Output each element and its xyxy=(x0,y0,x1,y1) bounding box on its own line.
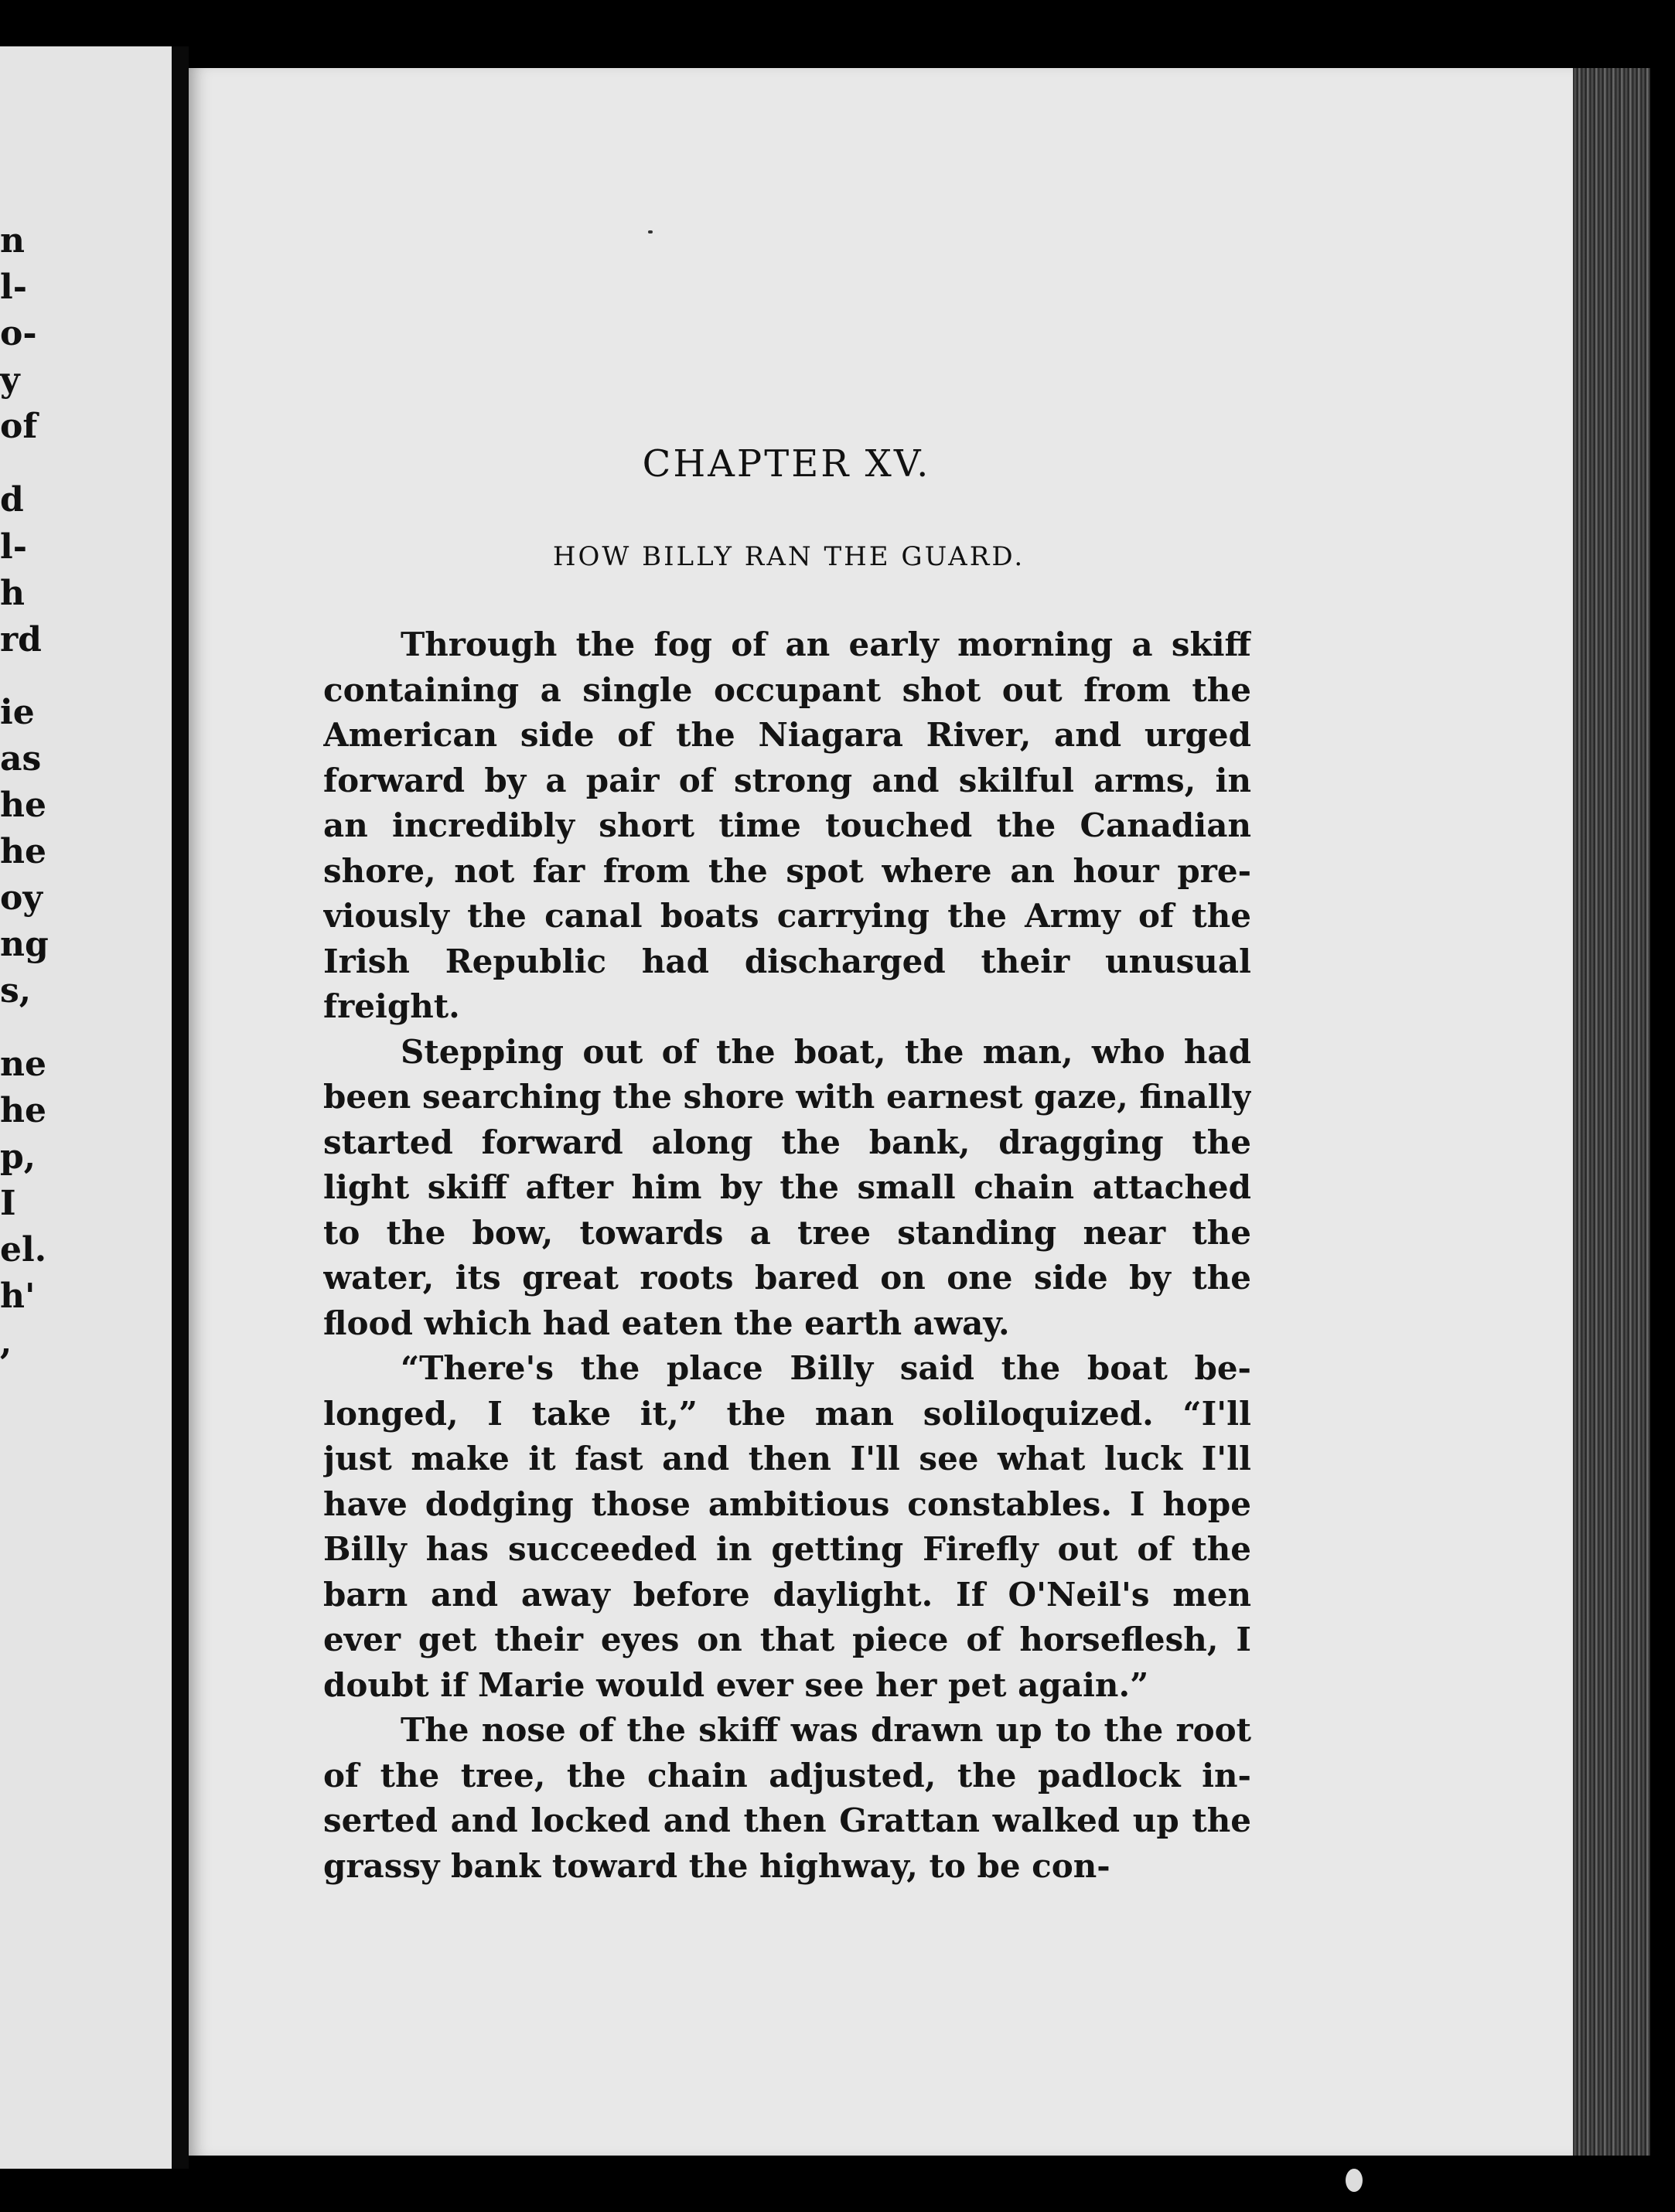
text-line: Billy has succeeded in getting Firefly out of the xyxy=(323,1530,1251,1568)
text-line: ever get their eyes on that piece of horseflesh, I xyxy=(323,1621,1251,1658)
left-page-fragment: I xyxy=(0,1184,16,1223)
text-line: longed, I take it,” the man soliloquized. “I'll xyxy=(323,1394,1251,1433)
chapter-title: CHAPTER XV. xyxy=(642,442,931,486)
text-line: flood which had eaten the earth away. xyxy=(323,1304,1010,1342)
text-line: doubt if Marie would ever see her pet again.” xyxy=(323,1665,1149,1704)
text-line: Stepping out of the boat, the man, who had xyxy=(401,1032,1251,1071)
text-line: serted and locked and then Grattan walked up the xyxy=(323,1801,1251,1839)
text-line: shore, not far from the spot where an hour pre- xyxy=(323,851,1251,890)
text-line: forward by a pair of strong and skilful arms, in xyxy=(323,761,1251,799)
text-line: of the tree, the chain adjusted, the padlock in- xyxy=(323,1756,1251,1794)
paragraph xyxy=(323,1346,1251,1708)
text-line: freight. xyxy=(323,987,460,1025)
text-line: started forward along the bank, dragging the xyxy=(323,1123,1251,1161)
left-page-fragment: y xyxy=(0,360,20,400)
left-page-fragment: of xyxy=(0,407,38,446)
text-line: barn and away before daylight. If O'Neil's men xyxy=(323,1575,1251,1614)
left-page-fragment: rd xyxy=(0,620,42,660)
text-line: light skiff after him by the small chain attached xyxy=(323,1168,1251,1206)
page-gutter xyxy=(172,46,189,2169)
text-line: grassy bank toward the highway, to be con- xyxy=(323,1846,1110,1885)
scan-blotch xyxy=(1346,2169,1363,2192)
chapter-body xyxy=(323,622,1251,1889)
paragraph xyxy=(323,1030,1251,1347)
text-line: American side of the Niagara River, and urged xyxy=(323,716,1251,754)
text-line: to the bow, towards a tree standing near the xyxy=(323,1213,1251,1252)
left-page-fragment: d xyxy=(0,480,24,520)
text-line: an incredibly short time touched the Canadian xyxy=(323,806,1251,844)
chapter-subtitle: HOW BILLY RAN THE GUARD. xyxy=(552,541,1025,572)
left-page-fragment: l- xyxy=(0,268,27,307)
left-page-fragment: ne xyxy=(0,1045,46,1084)
text-line: “There's the place Billy said the boat be- xyxy=(401,1349,1251,1387)
left-page-fragment: he xyxy=(0,832,46,871)
left-page-fragment: o- xyxy=(0,314,37,353)
left-page-text-fragments xyxy=(0,46,172,2169)
text-line: Through the fog of an early morning a skiff xyxy=(401,625,1251,663)
left-page-fragment: h xyxy=(0,574,25,613)
text-line: have dodging those ambitious constables. I hope xyxy=(323,1484,1251,1523)
text-line: been searching the shore with earnest gaze, finally xyxy=(323,1078,1251,1116)
left-page-fragment: ng xyxy=(0,925,49,964)
left-page-fragment: oy xyxy=(0,878,43,918)
left-page-fragment: as xyxy=(0,739,42,779)
text-line: The nose of the skiff was drawn up to the root xyxy=(401,1711,1251,1749)
paragraph xyxy=(323,1708,1251,1889)
left-page-fragment: h' xyxy=(0,1276,36,1316)
left-page-fragment: he xyxy=(0,1091,46,1130)
left-page-fragment: s, xyxy=(0,971,32,1011)
left-page-fragment: , xyxy=(0,1323,12,1362)
ink-speck xyxy=(648,230,653,233)
left-page-fragment: ie xyxy=(0,693,35,732)
adjacent-left-page xyxy=(0,46,172,2169)
left-page-fragment: p, xyxy=(0,1137,36,1177)
text-line: viously the canal boats carrying the Army of the xyxy=(323,897,1251,935)
left-page-fragment: he xyxy=(0,786,46,825)
text-line: containing a single occupant shot out from the xyxy=(323,670,1251,709)
left-page-fragment: n xyxy=(0,221,25,261)
text-line: Irish Republic had discharged their unusual xyxy=(323,942,1251,980)
text-line: water, its great roots bared on one side by the xyxy=(323,1259,1251,1297)
left-page-fragment: el. xyxy=(0,1230,47,1270)
page-edge-stack xyxy=(1573,68,1650,2156)
paragraph xyxy=(323,622,1251,1030)
left-page-fragment: l- xyxy=(0,527,27,567)
text-line: just make it fast and then I'll see what luck I'll xyxy=(323,1440,1251,1478)
